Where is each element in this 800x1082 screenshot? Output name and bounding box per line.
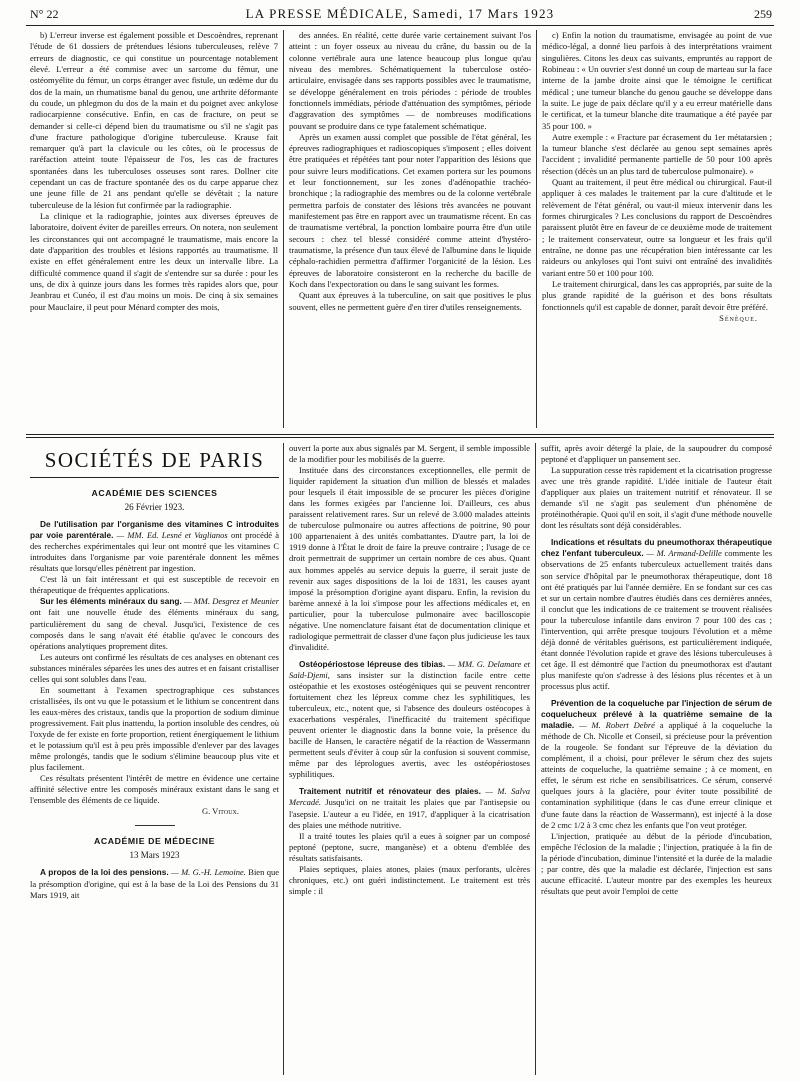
- item-text: sans insister sur la distinction facile entre cette ostéopathie et les exostoses ostéogéniques qui se peuvent rencontrer fortuitement chez les lépreux comme chez les syphilitiques, les tuberculeux, etc., notent que, si l'absence des douleurs ostéocopes à exacerbations vespérales, l'inefficacité du traitement spécifique peuvent orienter le diagnostic dans la bonne voie, la présence du bacille de Hansen, le caractère négatif de la réaction de Wassermann permettent seuls d'éviter à coup sûr la confusion si souvent commise, même par des léprologues avertis, avec les ostéopériostoses syphilitiques.: [289, 669, 530, 780]
- session-date: 26 Février 1923.: [124, 502, 185, 513]
- item-authors: — MM. Ed. Lesné et Vaglianos: [116, 530, 228, 541]
- page-number: 259: [754, 7, 772, 21]
- paragraph: Plaies septiques, plaies atones, plaies (maux perforants, ulcères chroniques, etc.) ont guéri indistinctement. Le traitement est très simple : il: [289, 863, 530, 896]
- issue-number: N° 22: [30, 7, 59, 21]
- bottom-column-1: [30, 443, 279, 1077]
- paragraph: b) L'erreur inverse est également possible et Descoèndres, reprenant l'étude de 61 dossiers de prétendues lésions tuberculeuses, relève 7 erreurs de diagnostic, ce qui constitue un pourcentage notablement élevé. L'erreur a été commise avec un sarcome du fémur, une ostéomyélite du fémur, un corps étranger avec fistule, un œdème dur du dos de la main, un rhumatisme banal du genou, une arthrite déformante du coude, un phlegmon du dos de la main et du poignet avec ankylose radiocarpienne consécutive. Enfin, en cas de fracture, on peut se demander si celle-ci dépend bien du traumatisme ou s'il ne s'agit pas d'une fracture pathologique d'origine tuberculeuse. Krause fait remarquer qu'à part la clavicule ou les côtes, où le processus de raréfaction atteint toute l'épaisseur de l'os, les cas de fractures spontanées dans les tuberculoses osseuses sont rares. Dollner cite cependant un cas de fracture spontanée des os du carpe apparue chez une jeune fille de 21 ans pendant qu'elle se dévêtait ; la nature tuberculeuse de la lésion fut confirmée par la radiographie.: [30, 30, 278, 210]
- item-text: commente les observations de 25 enfants tuberculeux actuellement traités dans son service d'hôpital par le pneumothorax thérapeutique, dont 18 ont été pratiqués par lui l'année dernière. En se fondant sur ces cas et sur un certain nombre d'autres étudiés dans ces dernières années, il conclut que les indications de ce traitement se trouvent réalisées pour la tuberculose infantile dans environ 7 pour 100 des cas ; l'intervention, qui arrête presque toujours l'évolution et a même déjà donné de véritables guérisons, est particulièrement indiquée, étant donnée l'évolution rapide et grave des lésions tuberculeuses à cet âge. Il est démontré que l'action du pneumothorax est d'autant plus manifeste qu'on s'adresse à des lésions plus récentes et à un processus plus actif.: [541, 548, 772, 691]
- paragraph: L'injection, pratiquée au début de la période d'incubation, empêche l'éclosion de la maladie ; l'injection, pratiquée à la fin de la période d'incubation, diminue l'intensité et la durée de la maladie ; par contre, dès que la maladie est déclarée, l'injection est sans aucune efficacité. L'auteur montre par des exemples les heureux résultats que peut avoir l'emploi de cette: [541, 830, 772, 896]
- paragraph: Ces résultats présentent l'intérêt de mettre en évidence une certaine affinité sélective entre les composés minéraux existant dans le sang et l'ensemble des éléments de ce liquide.: [30, 773, 279, 806]
- separator-line: [135, 825, 175, 826]
- paragraph: c) Enfin la notion du traumatisme, envisagée au point de vue médico-légal, a donné lieu parfois à des interprétations vraiment singulières. Citons les deux cas suivants, empruntés au rapport de Robineau : « Un ouvrier s'est donné un coup de marteau sur la face interne de la jambe droite ainsi que le témoigne le certificat médical ; une tumeur blanche du genou gauche se développe dans la suite. Le juge de paix déclare qu'il y a eu erreur matérielle dans le certificat, et la tumeur blanche dite traumatique a été payée par 35 pour 100. »: [542, 30, 772, 131]
- item-authors: — M. G.-H. Lemoine.: [171, 867, 246, 878]
- bottom-column-2: [289, 443, 530, 1077]
- item-authors: — MM. Desgrez et Meunier: [184, 596, 279, 607]
- academy-medecine-title: ACADÉMIE DE MÉDECINE: [93, 836, 216, 847]
- section-rule: [26, 437, 774, 438]
- article-signature: G. Vitoux.: [201, 806, 239, 817]
- column-divider: [283, 30, 284, 428]
- column-divider: [536, 30, 537, 428]
- top-column-1: [30, 30, 278, 430]
- item-text: Jusqu'ici on ne traitait les plaies que par l'antisepsie ou l'asepsie. L'auteur a eu l'idée, en 1917, d'appliquer à la cicatrisation des plaies une méthode nutritive.: [289, 797, 530, 830]
- paragraph: suffit, après avoir détergé la plaie, de la saupoudrer du composé peptoné et d'appliquer un pansement sec.: [541, 443, 772, 465]
- section-banner: SOCIÉTÉS DE PARIS: [30, 443, 279, 478]
- paragraph: Quant au traitement, il peut être médical ou chirurgical. Faut-il appliquer à ces malades le traitement par la cure d'altitude et le relèvement de l'état général, ou vaut-il mieux intervenir dans les formes chirurgicales ? Les conclusions du rapport de Descoèndres paraissent plutôt être en faveur de ce deuxième mode de traitement ; le traitement conservateur, outre sa longueur et les frais qu'il entraîne, ne donne pas une récupération bien intéressante car les raideurs ou ankyloses qui l'ont suivi ont entraîné des invalidités variant entre 50 et 100 pour 100.: [542, 177, 772, 278]
- newspaper-title: LA PRESSE MÉDICALE, Samedi, 17 Mars 1923: [245, 6, 555, 21]
- item-authors: — MM. G. Delamare et Saïd-Djemi,: [289, 658, 530, 680]
- column-divider: [283, 443, 284, 1075]
- item-title: A propos de la loi des pensions.: [40, 867, 169, 878]
- paragraph: Après un examen aussi complet que possible de l'état général, les épreuves radiographiques et radioscopiques s'imposent ; elles doivent être pratiquées et répétées tant pour noter l'apparition des lésions que pour suivre leurs modifications. Cet examen portera sur les poumons et leur fonctionnement, sur les zones d'adénopathie trachéo-bronchique ; la radiographie des membres ou de la colonne vertébrale permettra parfois de constater des lésions très avancées ne pouvant manifestement pas être en rapport avec un traumatisme récent. En cas de traumatisme vertébral, la ponction lombaire pourra être d'un utile secours : chez tel blessé considéré comme atteint d'hystéro-traumatisme, la présence d'un taux élevé de l'albumine dans le liquide céphalo-rachidien permettra d'affirmer l'organicité de la lésion. Les épreuves de laboratoire consisteront en la recherche du bacille de Koch dans l'expectoration ou dans le sang suivant les formes.: [289, 131, 531, 289]
- paragraph: Le traitement chirurgical, dans les cas appropriés, par suite de la plus grande rapidité de la guérison et des bons résultats fonctionnels qu'il est capable de donner, paraît devoir être préféré.: [542, 278, 772, 312]
- paragraph: La suppuration cesse très rapidement et la cicatrisation progresse avec une très grande rapidité. L'idée initiale de l'auteur était d'appliquer aux plaies un traitement nutritif et rénovateur. Il se demande s'il ne s'agit pas seulement d'un phénomène de protéinothérapie. Quoi qu'il en soit, il s'agit d'une méthode nouvelle dont les résultats sont déjà considérables.: [541, 465, 772, 531]
- paragraph: des années. En réalité, cette durée varie certainement suivant l'os atteint : un foyer osseux au niveau du crâne, du bassin ou de la colonne vertébrale aura une latence beaucoup plus longue qu'au niveau des membres. Schématiquement la tuberculose ostéo-articulaire, envisagée dans ses rapports possibles avec le traumatisme, se développe généralement en trois périodes : période de troubles fonctionnels immédiats, période d'atténuation des symptômes, période d'aggravation des symptômes — de nombreuses modifications pouvant se produire dans ce type fatalement schématique.: [289, 30, 531, 131]
- item-title: Ostéopériostose lépreuse des tibias.: [299, 658, 446, 669]
- section-rule: [26, 434, 774, 435]
- item-title: Sur les éléments minéraux du sang.: [40, 596, 182, 607]
- paragraph: Autre exemple : « Fracture par écrasement du 1er métatarsien ; la tumeur blanche s'est déclarée au genou sept semaines après l'accident ; invalidité permanente partielle de 50 pour 100 après résection (décès un an plus tard de tuberculose pulmonaire). »: [542, 131, 772, 176]
- paragraph: Les auteurs ont confirmé les résultats de ces analyses en obtenant ces substances minérales séparées les unes des autres et en faisant cristalliser celles qui sont solubles dans l'eau.: [30, 651, 279, 684]
- item-text: a appliqué à la coqueluche la méthode de Ch. Nicolle et Conseil, si précieuse pour la prévention de la rougeole. Se fondant sur l'épreuve de la déviation du complément, il a choisi, pour prélever le sérum chez des sujets atteints de coqueluche, la quatrième semaine ; à ce moment, en effet, le sérum est riche en sensibilisatrices. Ce sérum, conservé quelques jours à la glacière, pour éviter toute possibilité de contamination syphilitique (dans le cas d'une erreur clinique et d'une faute dans la réaction de Wassermann), est injecté à la dose de 2 cmc 1/2 à 3 cmc chez les enfants que l'on veut protéger.: [541, 720, 772, 830]
- bottom-column-3: [541, 443, 772, 1077]
- paragraph: Instituée dans des circonstances exceptionnelles, elle permit de liquider rapidement la situation d'un million de blessés et malades pour lesquels il était impossible de se procurer les pièces d'origine dans les formes exigées par l'ancienne loi. D'ailleurs, ces abus paraissent relativement rares. Sur un relevé de 3.000 malades atteints de tuberculose pulmonaire ou autres affections de poitrine, 90 pour 100 appartenaient à des unités combattantes. D'autre part, la loi de 1919 donne à l'État le droit de faire la preuve contraire ; l'usage de ce droit permettrait de supprimer un certain nombre de ces abus. Quant aux hommes appelés au service depuis la guerre, il serait juste de revenir aux sages dispositions de la loi de 1831, les causes ayant imposé la présomption d'origine ayant disparu. Enfin, la revision du barème annexé à la loi s'impose pour les affections médicales et, en particulier, pour la tuberculose pulmonaire avec bacilloscopie négative. Une nomenclature faisant état de documentation clinique et radiologique permettrait de classer d'une façon plus judicieuse les taux d'invalidité.: [289, 465, 530, 652]
- item-authors: — M. Armand-Delille: [646, 548, 722, 559]
- article-signature: Sénèque.: [719, 312, 758, 323]
- paragraph: La clinique et la radiographie, jointes aux diverses épreuves de laboratoire, doivent éviter de pareilles erreurs. On notera, non seulement les circonstances qui ont accompagné le traumatisme, mais encore la date d'apparition des troubles et lésions rapportés au traumatisme. Il existe en effet généralement entre les deux un intervalle libre. La difficulté commence quand il s'agit de s'entendre sur sa durée : pour les uns, de dix à quinze jours dans les formes très rapides alors que, pour Jeanbrau et Cunéo, il est d'au moins un mois. De cinq à six semaines pour Mauclaire, il peut pour Ménard compter des mois,: [30, 211, 278, 312]
- item-text: ont procédé à des recherches expérimentales qui leur ont montré que les vitamines C introduites dans l'organisme par voie parentérale donnent les mêmes résultats que lorsqu'elles pénètrent par ingestion.: [30, 530, 279, 574]
- top-column-3: [542, 30, 772, 430]
- column-divider: [535, 443, 536, 1075]
- paragraph: C'est là un fait intéressant et qui est susceptible de recevoir en thérapeutique de fréquentes applications.: [30, 574, 279, 596]
- paragraph: En soumettant à l'examen spectrographique ces substances cristallisées, ils ont vu que le potassium et le lithium se concentrent dans les eaux-mères des cristaux, tandis que la proportion de sodium diminue progressivement. Fait plus inattendu, la portion insoluble des cendres, où l'oxyde de fer existe en forte proportion, retient énergiquement le lithium et le potassium qu'il est à peu près impossible d'enlever par des lavages même prolongés, tandis que le sodium s'élimine beaucoup plus vite et plus facilement.: [30, 684, 279, 773]
- item-title: De l'utilisation par l'organisme des vitamines C introduites par voie parentérale.: [30, 519, 279, 541]
- paragraph: ouvert la porte aux abus signalés par M. Sergent, il semble impossible de la modifier pour les mobilisés de la guerre.: [289, 443, 530, 465]
- item-authors: — M. Salva Mercadé.: [289, 786, 530, 808]
- item-authors: — M. Robert Debré: [579, 720, 655, 731]
- item-text: Bien que la présomption d'origine, qui est à la base de la Loi des Pensions du 31 Mars 1919, ait: [30, 867, 279, 900]
- top-column-2: [289, 30, 531, 430]
- academy-sciences-title: ACADÉMIE DES SCIENCES: [91, 488, 218, 498]
- paragraph: Quant aux épreuves à la tuberculine, on sait que positives le plus souvent, elles ne permettent guère d'en tirer d'utiles renseignements.: [289, 290, 531, 312]
- item-title: Traitement nutritif et rénovateur des plaies.: [299, 786, 481, 797]
- item-title: Prévention de la coqueluche par l'injection de sérum de coquelucheux prélevé à la quatrième semaine de la maladie.: [541, 698, 772, 731]
- session-date: 13 Mars 1923: [129, 850, 180, 861]
- page-header: [26, 5, 774, 26]
- paragraph: Il a traité toutes les plaies qu'il a eues à soigner par un composé peptoné (peptone, sucre, manganèse) et a obtenu d'emblée des résultats satisfaisants.: [289, 830, 530, 863]
- item-text: ont fait une nouvelle étude des éléments minéraux du sang, particulièrement du sang de cheval. Jusqu'ici, l'existence de ces composés dans le sang n'avait été établie qu'avec le concours des opérations analytiques proprement dites.: [30, 607, 279, 651]
- item-title: Indications et résultats du pneumothorax thérapeutique chez l'enfant tuberculeux.: [541, 537, 772, 559]
